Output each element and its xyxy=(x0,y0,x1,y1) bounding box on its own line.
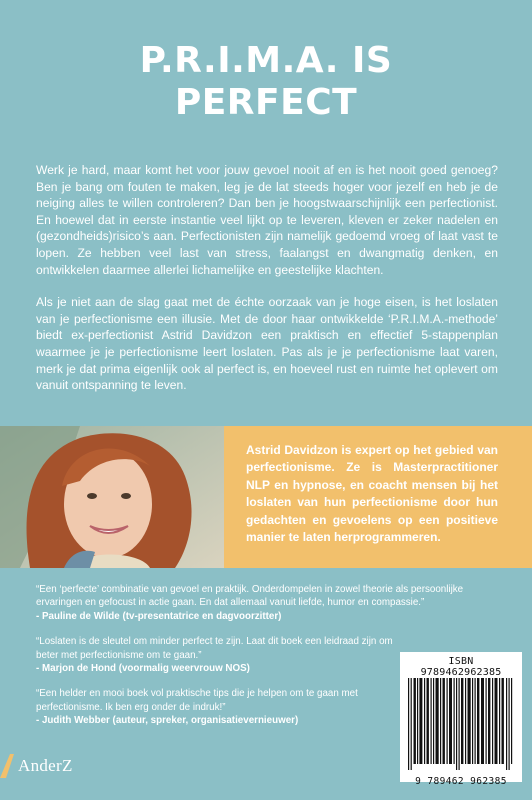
quote-author: - Pauline de Wilde (tv-presentatrice en dagvoorzitter) xyxy=(36,610,282,622)
publisher-name: AnderZ xyxy=(18,756,73,775)
intro-text xyxy=(36,162,498,394)
author-photo xyxy=(0,426,224,568)
quote-text: “Loslaten is de sleutel om minder perfect te zijn. Laat dit boek een leidraad zijn om beter met perfectionisme om te gaan.” xyxy=(36,636,393,661)
book-title xyxy=(0,40,532,124)
quote-text: “Een ‘perfecte’ combinatie van gevoel en praktijk. Onderdompelen in zowel theorie als persoonlijke ervaringen en gefocust in actie gaan. En dat allemaal vanuit liefde, humor en compassie.” xyxy=(36,584,464,609)
intro-paragraph: Werk je hard, maar komt het voor jouw gevoel nooit af en is het nooit goed genoeg? Ben je bang om fouten te maken, leg je de lat steeds hoger voor jezelf en heb je de neiging alles te willen controleren? Dan ben je hoogstwaarschijnlijk een perfectionist. En hoewel dat in eerste instantie veel lijkt op te leveren, kleven er zeker nadelen en (gezondheids)risico’s aan. Perfectionisten zijn namelijk gedoemd vroeg of laat vast te lopen. Ze hebben veel last van stress, faalangst en dwangmatig denken, en ontwikkelen daarmee allerlei lichamelijke en geestelijke klachten. xyxy=(36,163,498,277)
intro-paragraph: Als je niet aan de slag gaat met de échte oorzaak van je hoge eisen, is het loslaten van je perfectionisme een illusie. Met de door haar ontwikkelde ‘P.R.I.M.A.-methode’ biedt ex-perfectionist Astrid Davidzon een praktisch en effectief 5-stappenplan waarmee je je perfectionisme leert loslaten. Pas als je je perfectionisme laat varen, merk je dat prima eigenlijk ook al perfect is, en hoeveel rust en ruimte het oplevert om vanuit ontspanning te leven. xyxy=(36,295,498,393)
quote xyxy=(36,687,396,727)
quote xyxy=(36,583,476,623)
quote-author: - Marjon de Hond (voormalig weervrouw NOS) xyxy=(36,663,250,675)
title-line-2: PERFECT xyxy=(174,82,358,123)
author-bio: Astrid Davidzon is expert op het gebied van perfectionisme. Ze is Masterpractitioner NLP en hypnose, en coacht mensen bij het loslaten van hun perfectionisme door hun gedachten en gevoelens op een positieve manier te laten herprogrammeren. xyxy=(246,443,498,545)
quote-text: “Een helder en mooi boek vol praktische tips die je helpen om te gaan met perfectionisme. Ik ben erg onder de indruk!” xyxy=(36,688,358,713)
quote xyxy=(36,635,396,675)
isbn-label: ISBN 9789462962385 xyxy=(420,656,502,678)
quote-author: - Judith Webber (auteur, spreker, organisatievernieuwer) xyxy=(36,715,299,727)
barcode-digits: 9 789462 962385 xyxy=(415,776,507,787)
isbn-barcode xyxy=(400,652,522,787)
publisher-logo-icon xyxy=(0,754,20,778)
author-bio-box xyxy=(224,426,532,568)
title-line-1: P.R.I.M.A. IS xyxy=(139,40,393,81)
barcode-bars xyxy=(406,678,516,770)
publisher-logo xyxy=(0,752,110,782)
